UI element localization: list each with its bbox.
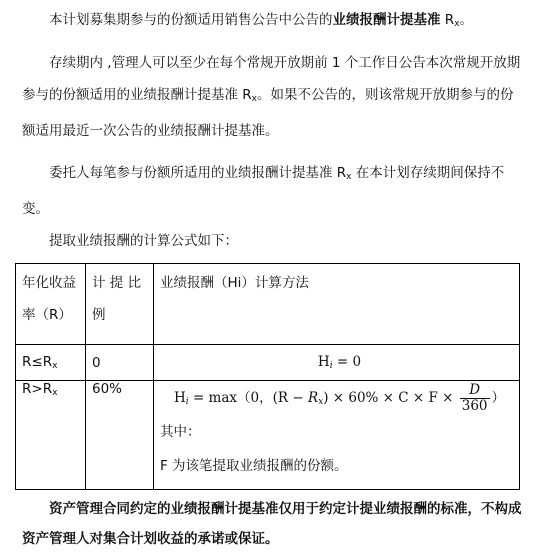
table-header-row	[16, 264, 520, 345]
where-label: 其中：	[160, 424, 201, 440]
header-accrual-ratio: 计 提 比例	[86, 264, 154, 345]
header-calc-method: 业绩报酬（Hi）计算方法	[154, 264, 520, 345]
formula-cell	[154, 381, 520, 490]
paragraph-open-period: 存续期内 ,管理人可以至少在每个常规开放期前 1 个工作日公告本次常规开放期参与的份额适用的业绩报酬计提基准 $R_x$。如果不公告的，则该常规开放期参与的份额适用最近一次公告的业绩报酬计提基准。	[22, 55, 521, 139]
condition-cell: $R\le R_x$	[16, 345, 86, 381]
header-annual-return: 年化收益率（R）	[16, 264, 86, 345]
table-row	[16, 345, 520, 381]
disclaimer: 资产管理合同约定的业绩报酬计提基准仅用于约定计提业绩报酬的标准，不构成资产管理人对集合计划收益的承诺或保证。	[22, 501, 522, 547]
rx-symbol: $R_x$	[444, 12, 460, 29]
ratio-cell: 60%	[86, 381, 154, 490]
paragraph-fixed-benchmark: 委托人每笔参与份额所适用的业绩报酬计提基准 $R_x$ 在本计划存续期间保持不变。	[22, 165, 505, 217]
paragraph-benchmark-source: 本计划募集期参与的份额适用销售公告中公告的业绩报酬计提基准 $R_x$。	[49, 12, 474, 29]
paragraph-formula-intro: 提取业绩报酬的计算公式如下：	[49, 233, 238, 249]
condition-cell: $R>R_x$	[16, 381, 86, 490]
bold-term: 业绩报酬计提基准	[332, 12, 441, 28]
formula-cell: $H_i = 0$	[154, 345, 520, 381]
performance-fee-table	[15, 263, 520, 490]
paragraph-text: 本计划募集期参与的份额适用销售公告中公告的	[49, 12, 333, 28]
ratio-cell: 0	[86, 345, 154, 381]
variable-note: F 为该笔提取业绩报酬的份额。	[160, 458, 348, 474]
table-row	[16, 381, 520, 490]
performance-fee-formula: $H_i = \max(0$，$(R - R_x) \times 60\% \times C \times F$ × $\frac{D}{360}$ ）	[173, 382, 506, 414]
fraction: $\frac{D}{360}$	[461, 382, 488, 414]
